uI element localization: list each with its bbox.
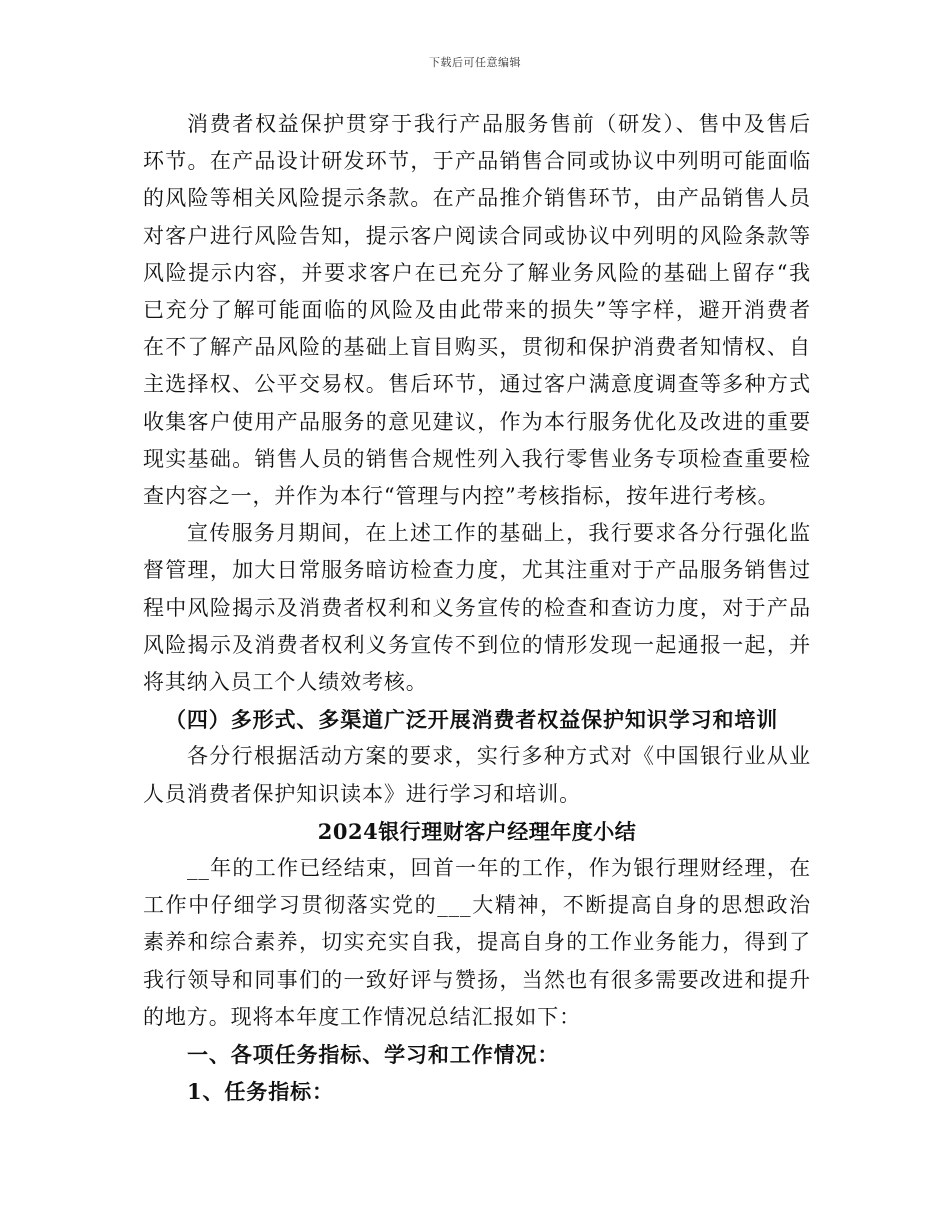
- subsection-heading-task-indicators: 1、任务指标：: [187, 1079, 334, 1105]
- paragraph-annual-summary: __年的工作已经结束，回首一年的工作，作为银行理财经理，在工作中仔细学习贯彻落实党的___大精神，不断提高自身的思想政治素养和综合素养，切实充实自我，提高自身的工作业务能力，得到了我行领导和同事们的一致好评与赞扬，当然也有很多需要改进和提升的地方。现将本年度工作情况总结汇报如下：: [143, 856, 811, 1029]
- document-body: [143, 106, 811, 1110]
- page-header-note: 下载后可任意编辑: [429, 56, 521, 69]
- paragraph-consumer-protection: 消费者权益保护贯穿于我行产品服务售前（研发）、售中及售后环节。在产品设计研发环节，于产品销售合同或协议中列明可能面临的风险等相关风险提示条款。在产品推介销售环节，由产品销售人员对客户进行风险告知，提示客户阅读合同或协议中列明的风险条款等风险提示内容，并要求客户在已充分了解业务风险的基础上留存“我已充分了解可能面临的风险及由此带来的损失”等字样，避开消费者在不了解产品风险的基础上盲目购买，贯彻和保护消费者知情权、自主选择权、公平交易权。售后环节，通过客户满意度调查等多种方式收集客户使用产品服务的意见建议，作为本行服务优化及改进的重要现实基础。销售人员的销售合规性列入我行零售业务专项检查重要检查内容之一，并作为本行“管理与内控”考核指标，按年进行考核。: [143, 112, 811, 509]
- section-heading-four: （四）多形式、多渠道广泛开展消费者权益保护知识学习和培训: [165, 707, 779, 733]
- document-title: 2024银行理财客户经理年度小结: [317, 818, 637, 844]
- paragraph-training: 各分行根据活动方案的要求，实行多种方式对《中国银行业从业人员消费者保护知识读本》进行学习和培训。: [143, 744, 811, 806]
- paragraph-service-month: 宣传服务月期间，在上述工作的基础上，我行要求各分行强化监督管理，加大日常服务暗访检查力度，尤其注重对于产品服务销售过程中风险揭示及消费者权利和义务宣传的检查和查访力度，对于产品风险揭示及消费者权利义务宣传不到位的情形发现一起通报一起，并将其纳入员工个人绩效考核。: [143, 521, 811, 695]
- section-heading-one: 一、各项任务指标、学习和工作情况：: [187, 1042, 560, 1068]
